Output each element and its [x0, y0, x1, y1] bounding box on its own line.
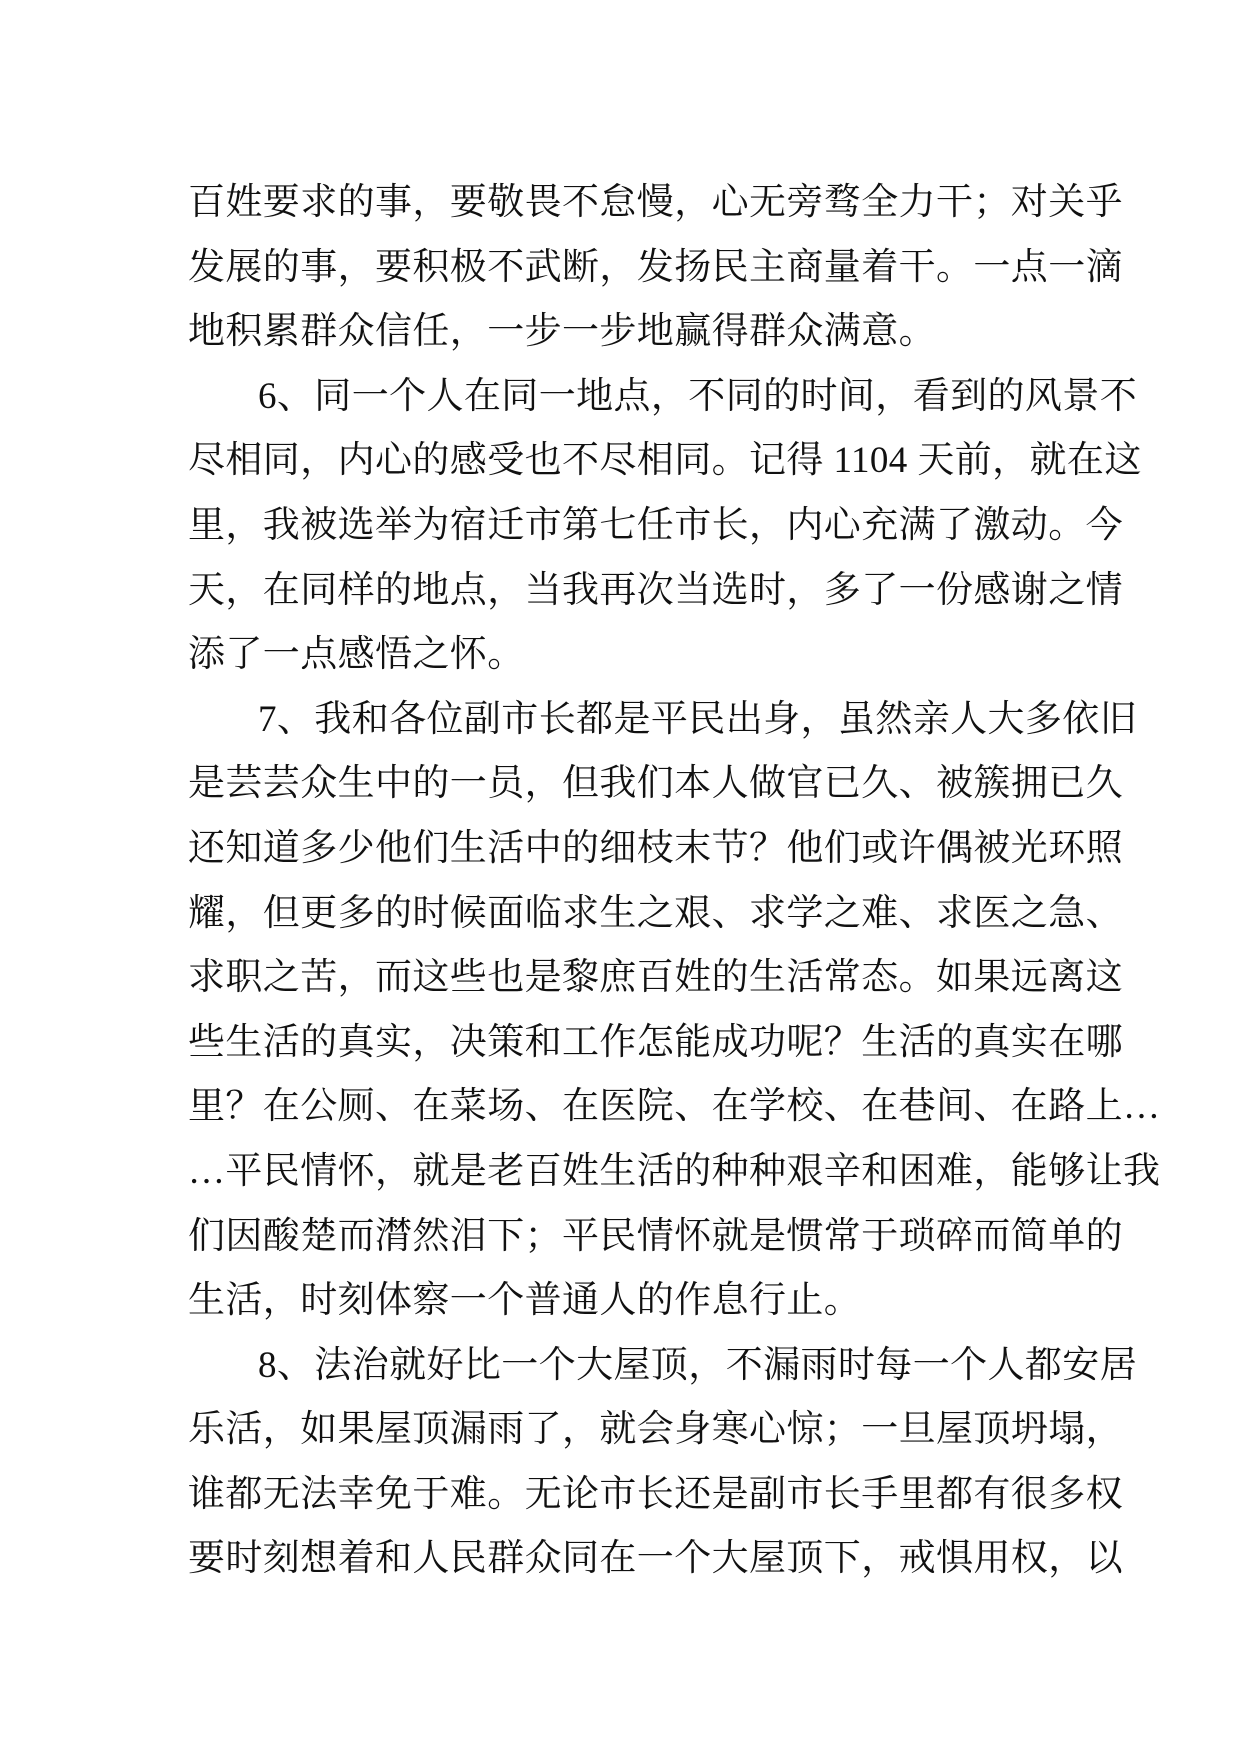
text-line-12: 耀，但更多的时候面临求生之艰、求学之难、求医之急、 [188, 892, 1123, 934]
text-line-13: 求职之苦，而这些也是黎庶百姓的生活常态。如果远离这 [188, 957, 1123, 999]
text-line-21: 谁都无法幸免于难。无论市长还是副市长手里都有很多权 [188, 1473, 1123, 1515]
text-line-1: 百姓要求的事，要敬畏不怠慢，心无旁骛全力干；对关乎 [188, 182, 1123, 223]
text-line-18: 生活，时刻体察一个普通人的作息行止。 [188, 1280, 862, 1322]
text-line-8: 添了一点感悟之怀。 [188, 634, 525, 676]
text-line-7: 天，在同样的地点，当我再次当选时，多了一份感谢之情 [188, 569, 1123, 611]
text-line-5: 尽相同，内心的感受也不尽相同。记得 1104 天前，就在这 [188, 440, 1142, 482]
body-text [188, 171, 1161, 1592]
paragraph-8-start: 8、法治就好比一个大屋顶，不漏雨时每一个人都安居 [258, 1344, 1138, 1386]
text-line-15: 里？在公厕、在菜场、在医院、在学校、在巷间、在路上… [188, 1086, 1161, 1128]
text-line-11: 还知道多少他们生活中的细枝末节？他们或许偶被光环照 [188, 827, 1123, 869]
text-line-2: 发展的事，要积极不武断，发扬民主商量着干。一点一滴 [188, 246, 1123, 288]
text-line-3: 地积累群众信任，一步一步地赢得群众满意。 [188, 311, 936, 353]
text-line-6: 里，我被选举为宿迁市第七任市长，内心充满了激动。今 [188, 504, 1123, 546]
paragraph-7-start: 7、我和各位副市长都是平民出身，虽然亲人大多依旧 [258, 698, 1138, 740]
text-line-14: 些生活的真实，决策和工作怎能成功呢？生活的真实在哪 [188, 1021, 1123, 1063]
text-line-17: 们因酸楚而潸然泪下；平民情怀就是惯常于琐碎而简单的 [188, 1215, 1123, 1257]
text-line-22: 要时刻想着和人民群众同在一个大屋顶下，戒惧用权，以 [188, 1538, 1123, 1580]
text-line-10: 是芸芸众生中的一员，但我们本人做官已久、被簇拥已久 [188, 763, 1123, 805]
text-line-20: 乐活，如果屋顶漏雨了，就会身寒心惊；一旦屋顶坍塌， [188, 1409, 1123, 1451]
text-line-16: …平民情怀，就是老百姓生活的种种艰辛和困难，能够让我 [188, 1150, 1161, 1192]
paragraph-6-start: 6、同一个人在同一地点，不同的时间，看到的风景不 [258, 375, 1138, 417]
